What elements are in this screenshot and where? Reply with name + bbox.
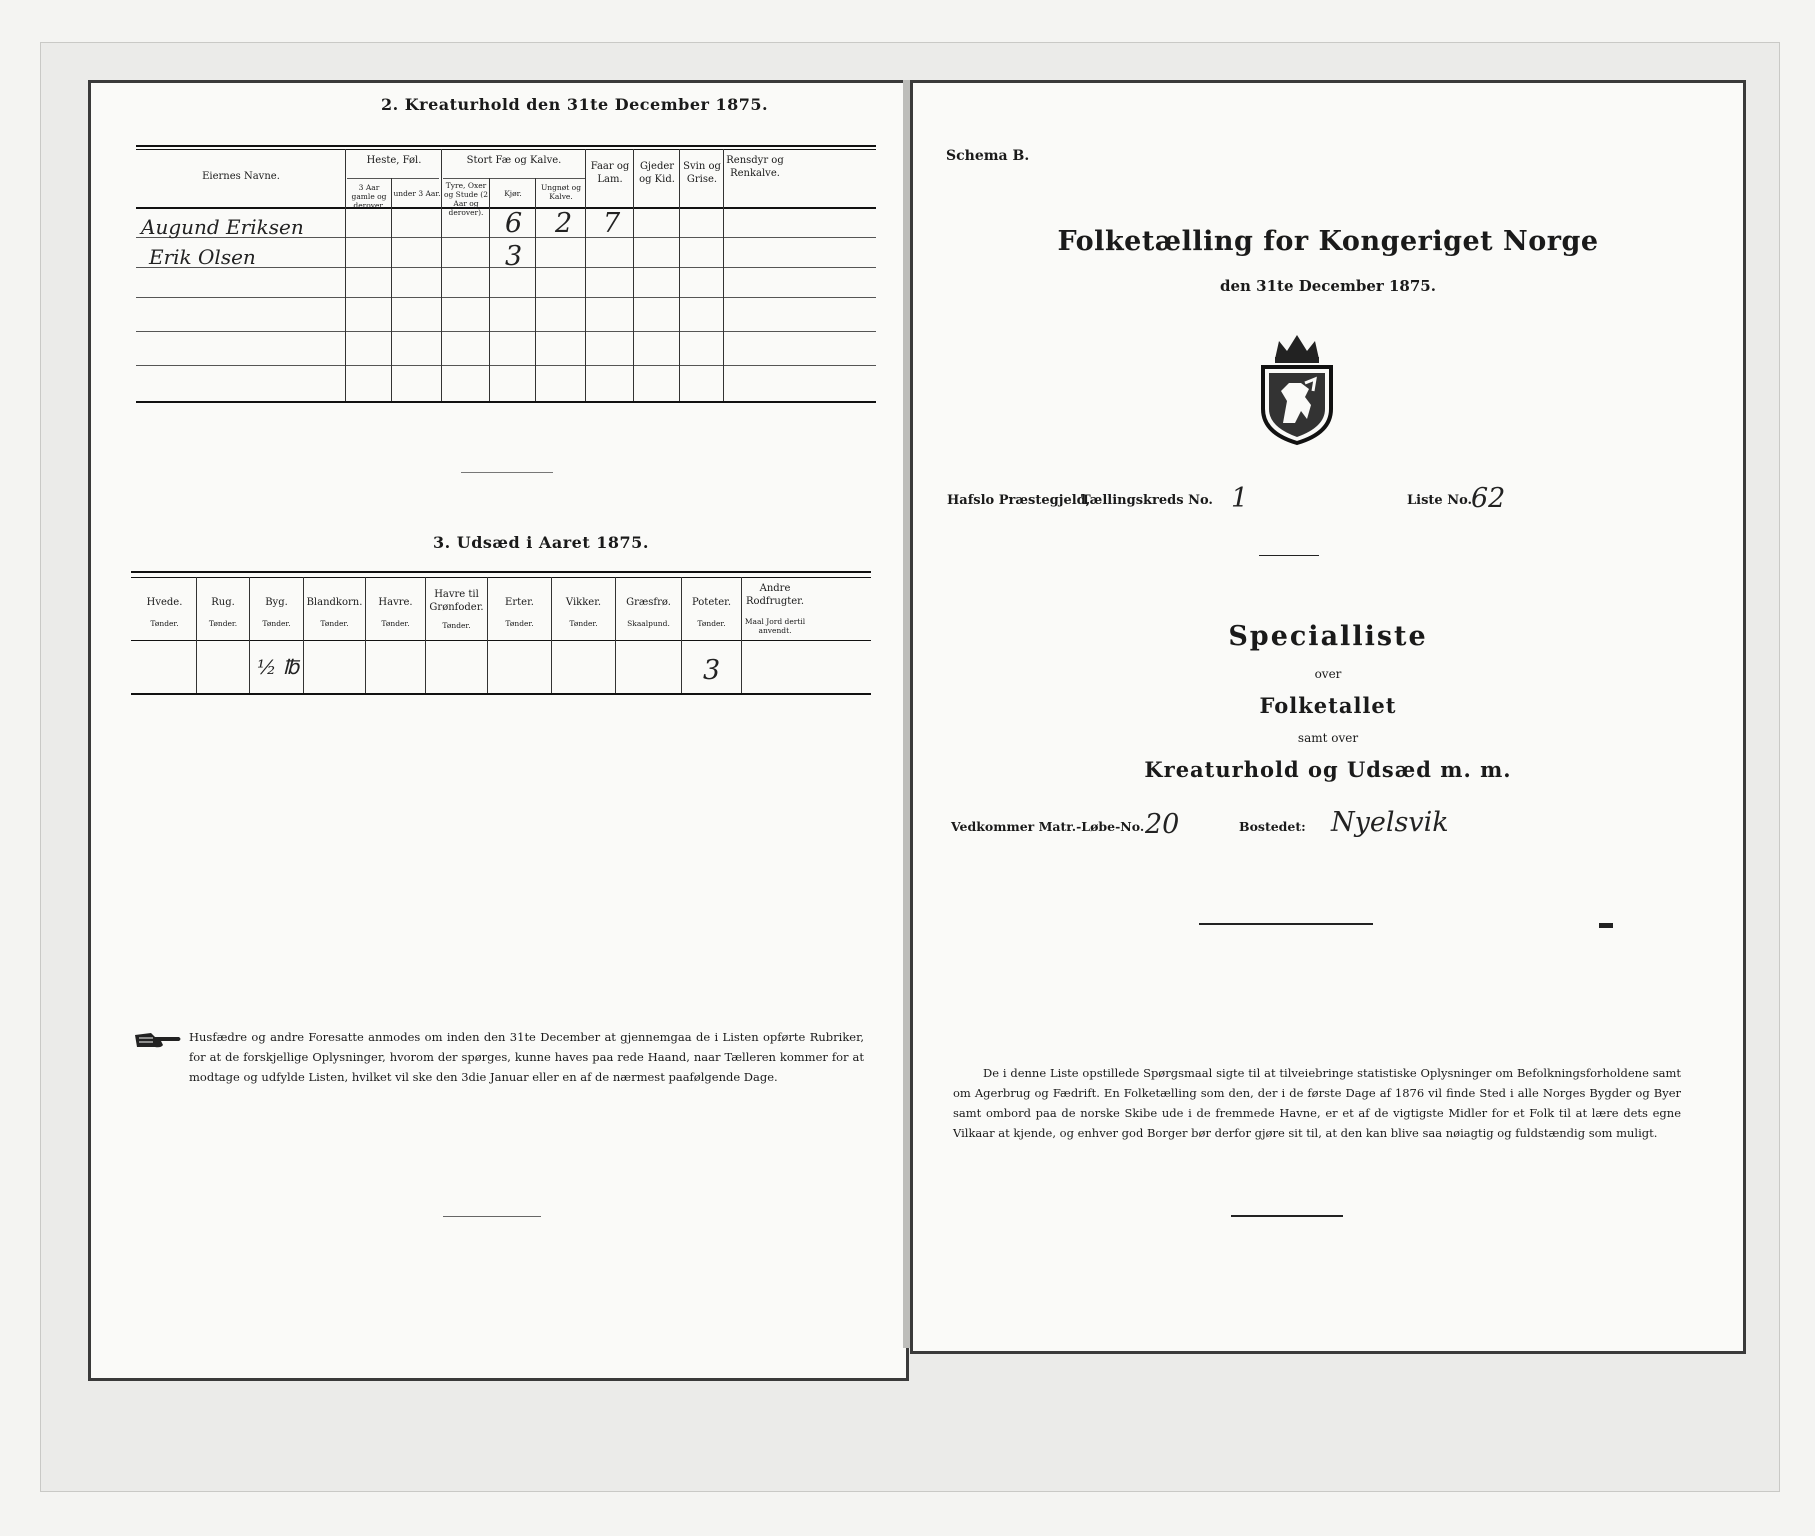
section2-title: 2. Kreaturhold den 31te December 1875. (381, 95, 769, 114)
ink-mark (1599, 923, 1613, 928)
seed-unit-erter: Tønder. (505, 619, 534, 628)
samt-over-text: samt over (1297, 731, 1359, 745)
seed-header-havre: Havre. (378, 597, 413, 608)
seed-header-graesfro: Græsfrø. (626, 597, 671, 608)
header-owner: Eiernes Navne. (202, 171, 280, 182)
col-divider (391, 178, 392, 401)
right-page (910, 80, 1746, 1354)
header-stort-a: Tyre, Oxer og Stude (2 Aar og derover). (443, 181, 488, 217)
header-heste-b: under 3 Aar. (393, 189, 441, 198)
col-divider (487, 577, 488, 693)
seed-unit-andre: Maal Jord dertil anvendt. (744, 617, 806, 635)
col-divider (585, 149, 586, 401)
table2-top-rule (136, 145, 876, 147)
kreds-value: 1 (1231, 483, 1249, 514)
col-divider (535, 178, 536, 401)
seed-header-poteter: Poteter. (691, 597, 732, 608)
seed-unit-blandkorn: Tønder. (320, 619, 349, 628)
census-subtitle: den 31te December 1875. (1220, 277, 1436, 295)
right-explanatory-note: De i denne Liste opstillede Spørgsmaal sigte til at tilveiebringe statistiske Oplysninger om Befolkningsforholdene samt om Agerbrug og Fædrift. En Folketælling som den, der i de første Dage af 1876 vil finde Sted i alle Norges Bygder og Byer samt ombord paa de norske Skibe ude i de fremmede Havne, er et af de vigtigste Midler for et Folk til at lære dets egne Vilkaar at kjende, og enhver god Borger bør derfor gjøre sit til, at den kan blive saa nøiagtig og fuldstændig som muligt. (953, 1066, 1681, 1140)
header-rensdyr: Rensdyr og Renkalve. (726, 155, 784, 179)
table2-bottom-rule (136, 401, 876, 403)
table2-row-line (136, 365, 876, 366)
bottom-rule (1231, 1215, 1343, 1217)
over-text-1: over (1314, 667, 1342, 681)
liste-value: 62 (1471, 483, 1506, 514)
left-page (88, 80, 909, 1381)
liste-label: Liste No. (1407, 493, 1473, 508)
seed-header-byg: Byg. (265, 597, 288, 608)
left-instruction-note: Husfædre og andre Foresatte anmodes om inden den 31te December at gjennemgaa de i Listen opførte Rubriker, for at de forskjellige Oplysninger, hvorom der spørges, kunne haves paa rede Haand, naar Tælleren kommer for at modtage og udfylde Listen, hvilket vil ske den 3die Januar eller en af de nærmest paafølgende Dage. (189, 1030, 864, 1084)
heste-subheader-line (347, 178, 439, 179)
col-divider (489, 178, 490, 401)
table2-top-rule2 (136, 149, 876, 150)
col-divider (681, 577, 682, 693)
matr-label: Vedkommer Matr.-Løbe-No. (951, 819, 1145, 834)
col-divider (551, 577, 552, 693)
prestegjeld-label: Hafslo Præstegjeld, (947, 493, 1091, 508)
page-spine (903, 80, 910, 1348)
seed-value-byg: ½ ℔ (257, 655, 300, 679)
faar-value-1: 7 (603, 208, 621, 239)
schema-label: Schema B. (946, 148, 1030, 164)
col-divider (679, 149, 680, 401)
seed-unit-byg: Tønder. (262, 619, 291, 628)
bottom-divider (443, 1216, 541, 1217)
col-divider (441, 149, 442, 401)
seed-unit-havre: Tønder. (381, 619, 410, 628)
table3-header-rule (131, 640, 871, 641)
header-svin: Svin og Grise. (683, 161, 721, 185)
col-divider (196, 577, 197, 693)
seed-unit-vikker: Tønder. (569, 619, 598, 628)
kjor-value-1: 6 (505, 208, 523, 239)
census-title: Folketælling for Kongeriget Norge (1057, 226, 1599, 257)
table3-bottom-rule (131, 693, 871, 695)
header-stort: Stort Fæ og Kalve. (466, 155, 562, 166)
col-divider (365, 577, 366, 693)
seed-header-andre: Andre Rodfrugter. (745, 583, 805, 607)
seed-header-blandkorn: Blandkorn. (306, 597, 363, 608)
table2-row-line (136, 331, 876, 332)
table2-row-line (136, 297, 876, 298)
seed-header-rug: Rug. (211, 597, 235, 608)
bosted-label: Bostedet: (1239, 819, 1306, 834)
header-stort-c: Ungnøt og Kalve. (540, 183, 581, 201)
matr-value: 20 (1145, 809, 1180, 840)
ungnot-value-1: 2 (555, 208, 573, 239)
col-divider (633, 149, 634, 401)
seed-value-poteter: 3 (703, 655, 721, 686)
coat-of-arms-icon (1253, 331, 1341, 447)
short-rule (1259, 555, 1319, 556)
col-divider (615, 577, 616, 693)
owner-name-2: Erik Olsen (149, 245, 256, 269)
kreaturhold-heading: Kreaturhold og Udsæd m. m. (1144, 757, 1512, 782)
seed-header-havre-gronfoder: Havre til Grønfoder. (429, 589, 484, 613)
seed-header-erter: Erter. (505, 597, 534, 608)
table3-top-rule (131, 571, 871, 573)
seed-unit-graesfro: Skaalpund. (627, 619, 670, 628)
header-heste-a: 3 Aar gamle og derover. (351, 183, 387, 210)
table3-top-rule2 (131, 577, 871, 578)
header-gjeder: Gjeder og Kid. (639, 161, 675, 185)
kreds-label: Tællingskreds No. (1081, 493, 1213, 508)
folketallet-heading: Folketallet (1259, 693, 1397, 718)
divider-short (461, 472, 553, 473)
bosted-value: Nyelsvik (1331, 807, 1449, 838)
kjor-value-2: 3 (505, 241, 523, 272)
pointing-hand-icon (133, 1029, 183, 1051)
middle-rule (1199, 923, 1373, 925)
seed-unit-havre-gronfoder: Tønder. (442, 621, 471, 630)
seed-unit-hvede: Tønder. (150, 619, 179, 628)
col-divider (345, 149, 346, 401)
owner-name-1: Augund Eriksen (141, 215, 304, 239)
section3-title: 3. Udsæd i Aaret 1875. (433, 533, 649, 552)
seed-header-vikker: Vikker. (565, 597, 602, 608)
header-faar: Faar og Lam. (590, 161, 630, 185)
stort-subheader-line (443, 178, 585, 179)
seed-unit-poteter: Tønder. (697, 619, 726, 628)
col-divider (303, 577, 304, 693)
header-heste: Heste, Føl. (366, 155, 422, 166)
seed-unit-rug: Tønder. (208, 619, 238, 628)
col-divider (249, 577, 250, 693)
header-stort-b: Kjør. (504, 189, 522, 198)
specialliste-heading: Specialliste (1228, 621, 1428, 652)
col-divider (723, 149, 724, 401)
seed-header-hvede: Hvede. (146, 597, 183, 608)
